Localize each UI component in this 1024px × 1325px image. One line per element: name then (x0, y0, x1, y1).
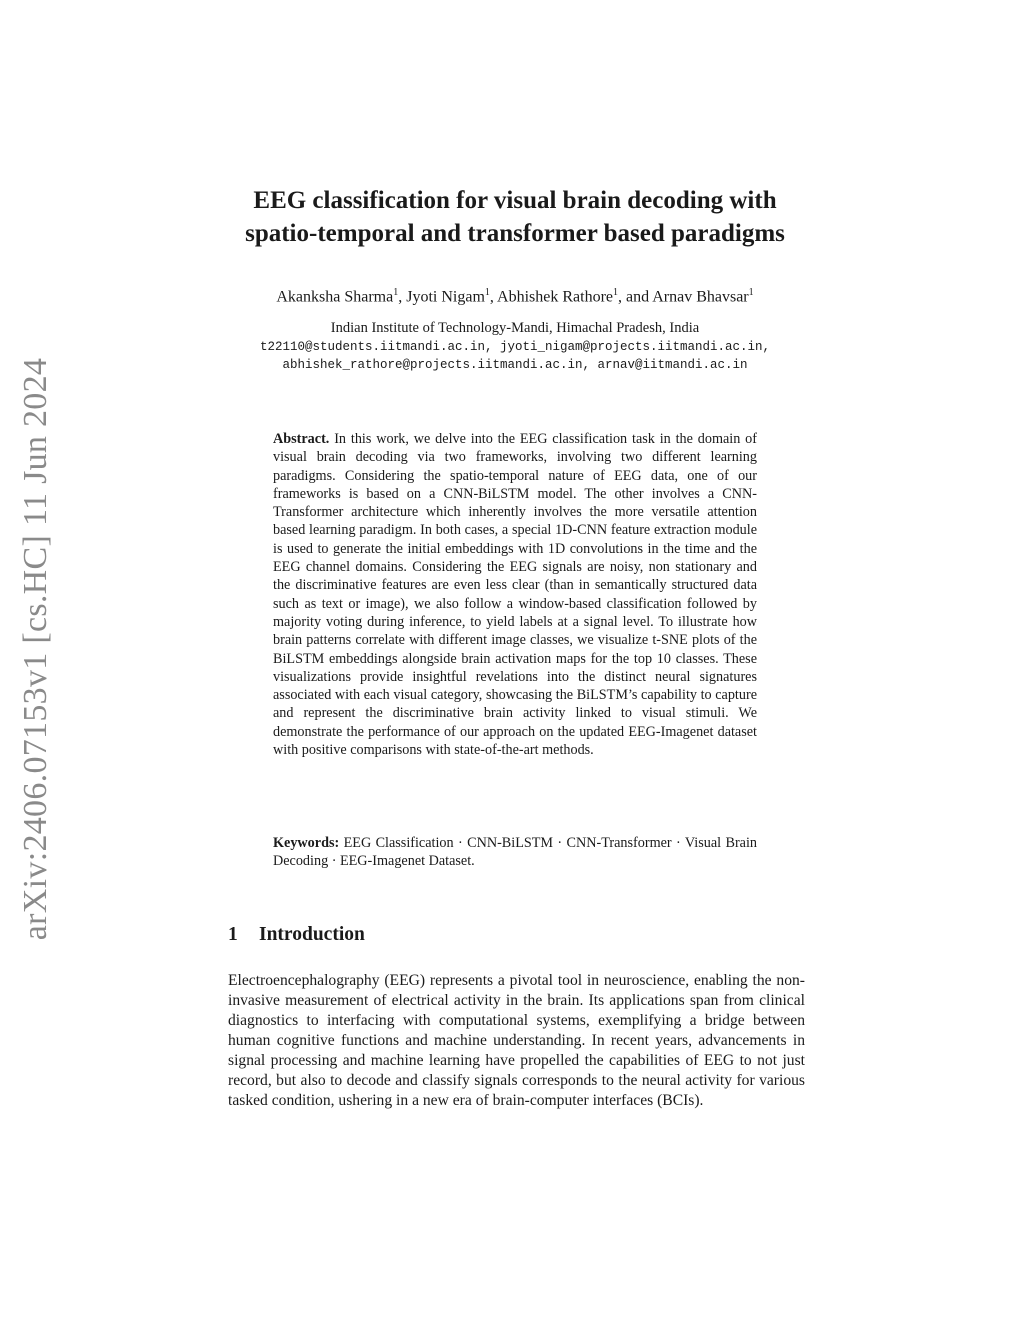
author-name: Jyoti Nigam (406, 288, 485, 306)
affiliation-block (200, 319, 830, 374)
keywords-text: EEG Classification · CNN-BiLSTM · CNN-Transformer · Visual Brain Decoding · EEG-Imagenet Dataset. (273, 835, 758, 870)
abstract-text: In this work, we delve into the EEG classification task in the domain of visual brain decoding via two frameworks, involving two different learning paradigms. Considering the spatio-temporal nature of EEG data, one of our frameworks is based on a CNN-BiLSTM model. The other involves a CNN-Transformer architecture which inherently involves the more versatile attention based learning paradigm. In both cases, a special 1D-CNN feature extraction module is used to generate the initial embeddings with 1D convolutions in the time and the EEG channel domains. Considering the EEG signals are noisy, non stationary and the discriminative features are even less clear (than in semantically structured data such as text or image), we also follow a window-based classification followed by majority voting during inference, to yield labels at a signal level. To illustrate how brain patterns correlate with different image classes, we visualize t-SNE plots of the BiLSTM embeddings alongside brain activation maps for the top 10 classes. These visualizations provide insightful revelations into the distinct neural signatures associated with each visual category, showcasing the BiLSTM’s capability to capture and represent the discriminative brain activity linked to visual stimuli. We demonstrate the performance of our approach on the updated EEG-Imagenet dataset with positive comparisons with state-of-the-art methods. (273, 431, 758, 759)
keywords-label: Keywords: (273, 835, 340, 851)
author-affiliation-mark: 1 (484, 287, 490, 298)
section-number: 1 (228, 924, 238, 946)
arxiv-identifier-sidebar (8, 358, 64, 940)
author-emails-line-1: t22110@students.iitmandi.ac.in, jyoti_nigam@projects.iitmandi.ac.in, (259, 340, 771, 354)
abstract-label: Abstract. (273, 431, 330, 447)
arxiv-identifier: arXiv:2406.07153v1 [cs.HC] 11 Jun 2024 (17, 357, 54, 941)
affiliation-institution: Indian Institute of Technology-Mandi, Himachal Pradesh, India (330, 320, 700, 336)
author-separator: , and (618, 288, 653, 306)
paper-title (200, 184, 830, 250)
author-affiliation-mark: 1 (393, 287, 399, 298)
author-affiliation-mark: 1 (748, 287, 754, 298)
title-line-1: EEG classification for visual brain decoding with (253, 187, 777, 214)
section-heading-introduction (228, 922, 365, 948)
author-name: Arnav Bhavsar (652, 288, 749, 306)
intro-paragraph: Electroencephalography (EEG) represents a pivotal tool in neuroscience, enabling the non-invasive measurement of electrical activity in the brain. Its applications span from clinical diagnostics to interfacing with computational systems, exemplifying a bridge between human cognitive functions and machine understanding. In recent years, advancements in signal processing and machine learning have propelled the capabilities of EEG to not just record, but also to decode and classify signals corresponds to the neural activity for various tasked condition, ushering in a new era of brain-computer interfaces (BCIs). (228, 971, 805, 1110)
title-line-2: spatio-temporal and transformer based paradigms (245, 220, 785, 247)
author-separator: , (398, 288, 407, 306)
abstract (273, 430, 757, 759)
keywords (273, 834, 757, 871)
author-emails-line-2: abhishek_rathore@projects.iitmandi.ac.in, arnav@iitmandi.ac.in (282, 358, 748, 372)
section-title: Introduction (259, 924, 365, 946)
author-separator: , (489, 288, 498, 306)
author-affiliation-mark: 1 (613, 287, 618, 298)
author-name: Akanksha Sharma (276, 288, 394, 306)
author-list (200, 282, 830, 308)
author-name: Abhishek Rathore (497, 288, 613, 306)
